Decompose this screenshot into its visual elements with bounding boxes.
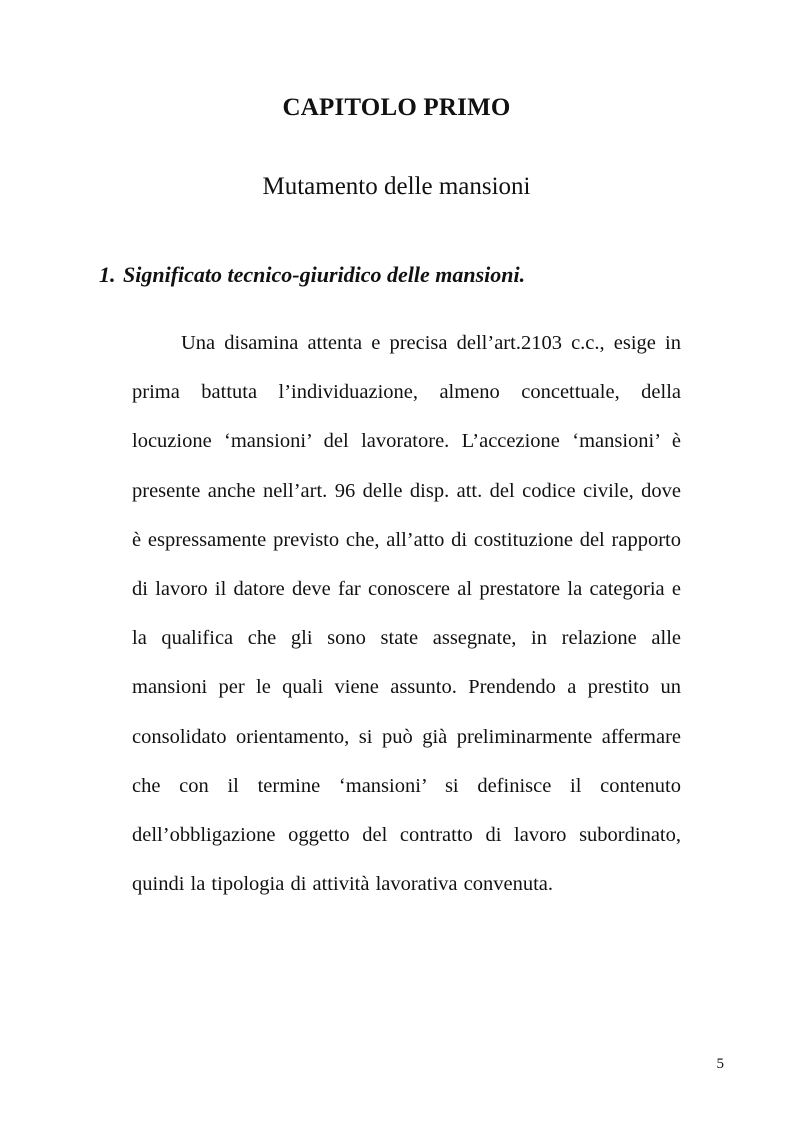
- section-heading: [99, 262, 525, 288]
- body-paragraph: Una disamina attenta e precisa dell’art.2103 c.c., esige in prima battuta l’individuazione, almeno concettuale, della locuzione ‘mansioni’ del lavoratore. L’accezione ‘mansioni’ è presente anche nell’art. 96 delle disp. att. del codice civile, dove è espressamente previsto che, all’atto di costituzione del rapporto di lavoro il datore deve far conoscere al prestatore la categoria e la qualifica che gli sono state assegnate, in relazione alle mansioni per le quali viene assunto. Prendendo a prestito un consolidato orientamento, si può già preliminarmente affermare che con il termine ‘mansioni’ si definisce il contenuto dell’obbligazione oggetto del contratto di lavoro subordinato, quindi la tipologia di attività lavorativa convenuta.: [132, 332, 681, 896]
- section-number: 1.: [99, 262, 116, 287]
- chapter-subtitle: Mutamento delle mansioni: [262, 173, 531, 200]
- section-title: Significato tecnico-giuridico delle mansioni.: [123, 262, 526, 287]
- chapter-title: CAPITOLO PRIMO: [282, 94, 511, 121]
- page-number: 5: [716, 1056, 724, 1072]
